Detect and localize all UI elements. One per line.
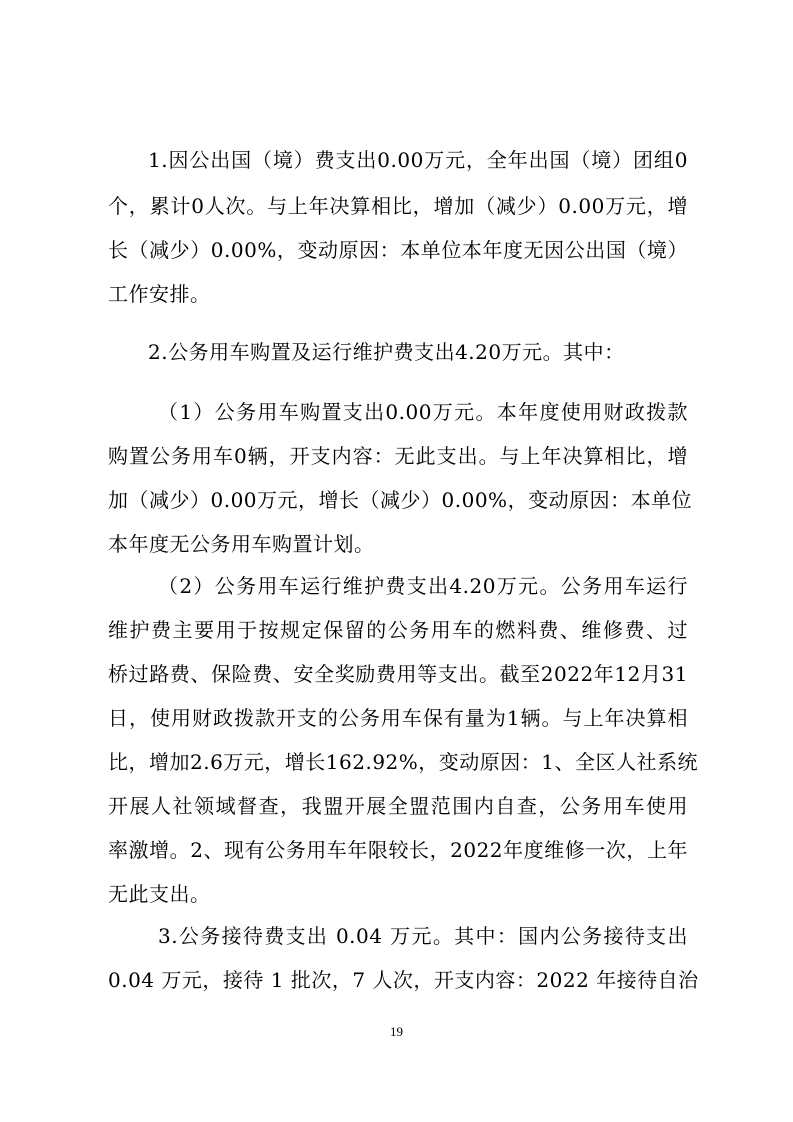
paragraph-2-line-1: 2.公务用车购置及运行维护费支出4.20万元。其中： [148,340,625,364]
paragraph-3-line-4: 本年度无公务用车购置计划。 [108,532,375,556]
paragraph-4-line-6: 开展人社领域督查，我盟开展全盟范围内自查，公务用车使用 [108,794,688,818]
page-number: 19 [390,1024,403,1039]
paragraph-4-line-7: 率激增。2、现有公务用车年限较长，2022年度维修一次，上年 [108,838,688,862]
paragraph-4-line-5: 比，增加2.6万元，增长162.92%，变动原因：1、全区人社系统 [108,750,699,774]
paragraph-3-line-1: （1）公务用车购置支出0.00万元。本年度使用财政拨款 [158,400,688,424]
paragraph-1-line-2: 个，累计0人次。与上年决算相比，增加（减少）0.00万元，增 [108,194,688,218]
paragraph-5-line-2: 0.04 万元，接待 1 批次，7 人次，开支内容：2022 年接待自治 [108,968,699,992]
paragraph-4-line-2: 维护费主要用于按规定保留的公务用车的燃料费、维修费、过 [108,618,688,642]
paragraph-3-line-3: 加（减少）0.00万元，增长（减少）0.00%，变动原因：本单位 [108,488,693,512]
paragraph-4-line-4: 日，使用财政拨款开支的公务用车保有量为1辆。与上年决算相 [108,706,688,730]
paragraph-4-line-3: 桥过路费、保险费、安全奖励费用等支出。截至2022年12月31 [108,662,688,686]
paragraph-1-line-4: 工作安排。 [108,282,211,306]
paragraph-4-line-8: 无此支出。 [108,882,211,906]
paragraph-4-line-1: （2）公务用车运行维护费支出4.20万元。公务用车运行 [158,574,688,598]
paragraph-1-line-3: 长（减少）0.00%，变动原因：本单位本年度无因公出国（境） [108,238,688,262]
paragraph-5-line-1: 3.公务接待费支出 0.04 万元。其中：国内公务接待支出 [158,924,688,948]
paragraph-3-line-2: 购置公务用车0辆，开支内容：无此支出。与上年决算相比，增 [108,444,688,468]
paragraph-1-line-1: 1.因公出国（境）费支出0.00万元，全年出国（境）团组0 [148,148,688,172]
